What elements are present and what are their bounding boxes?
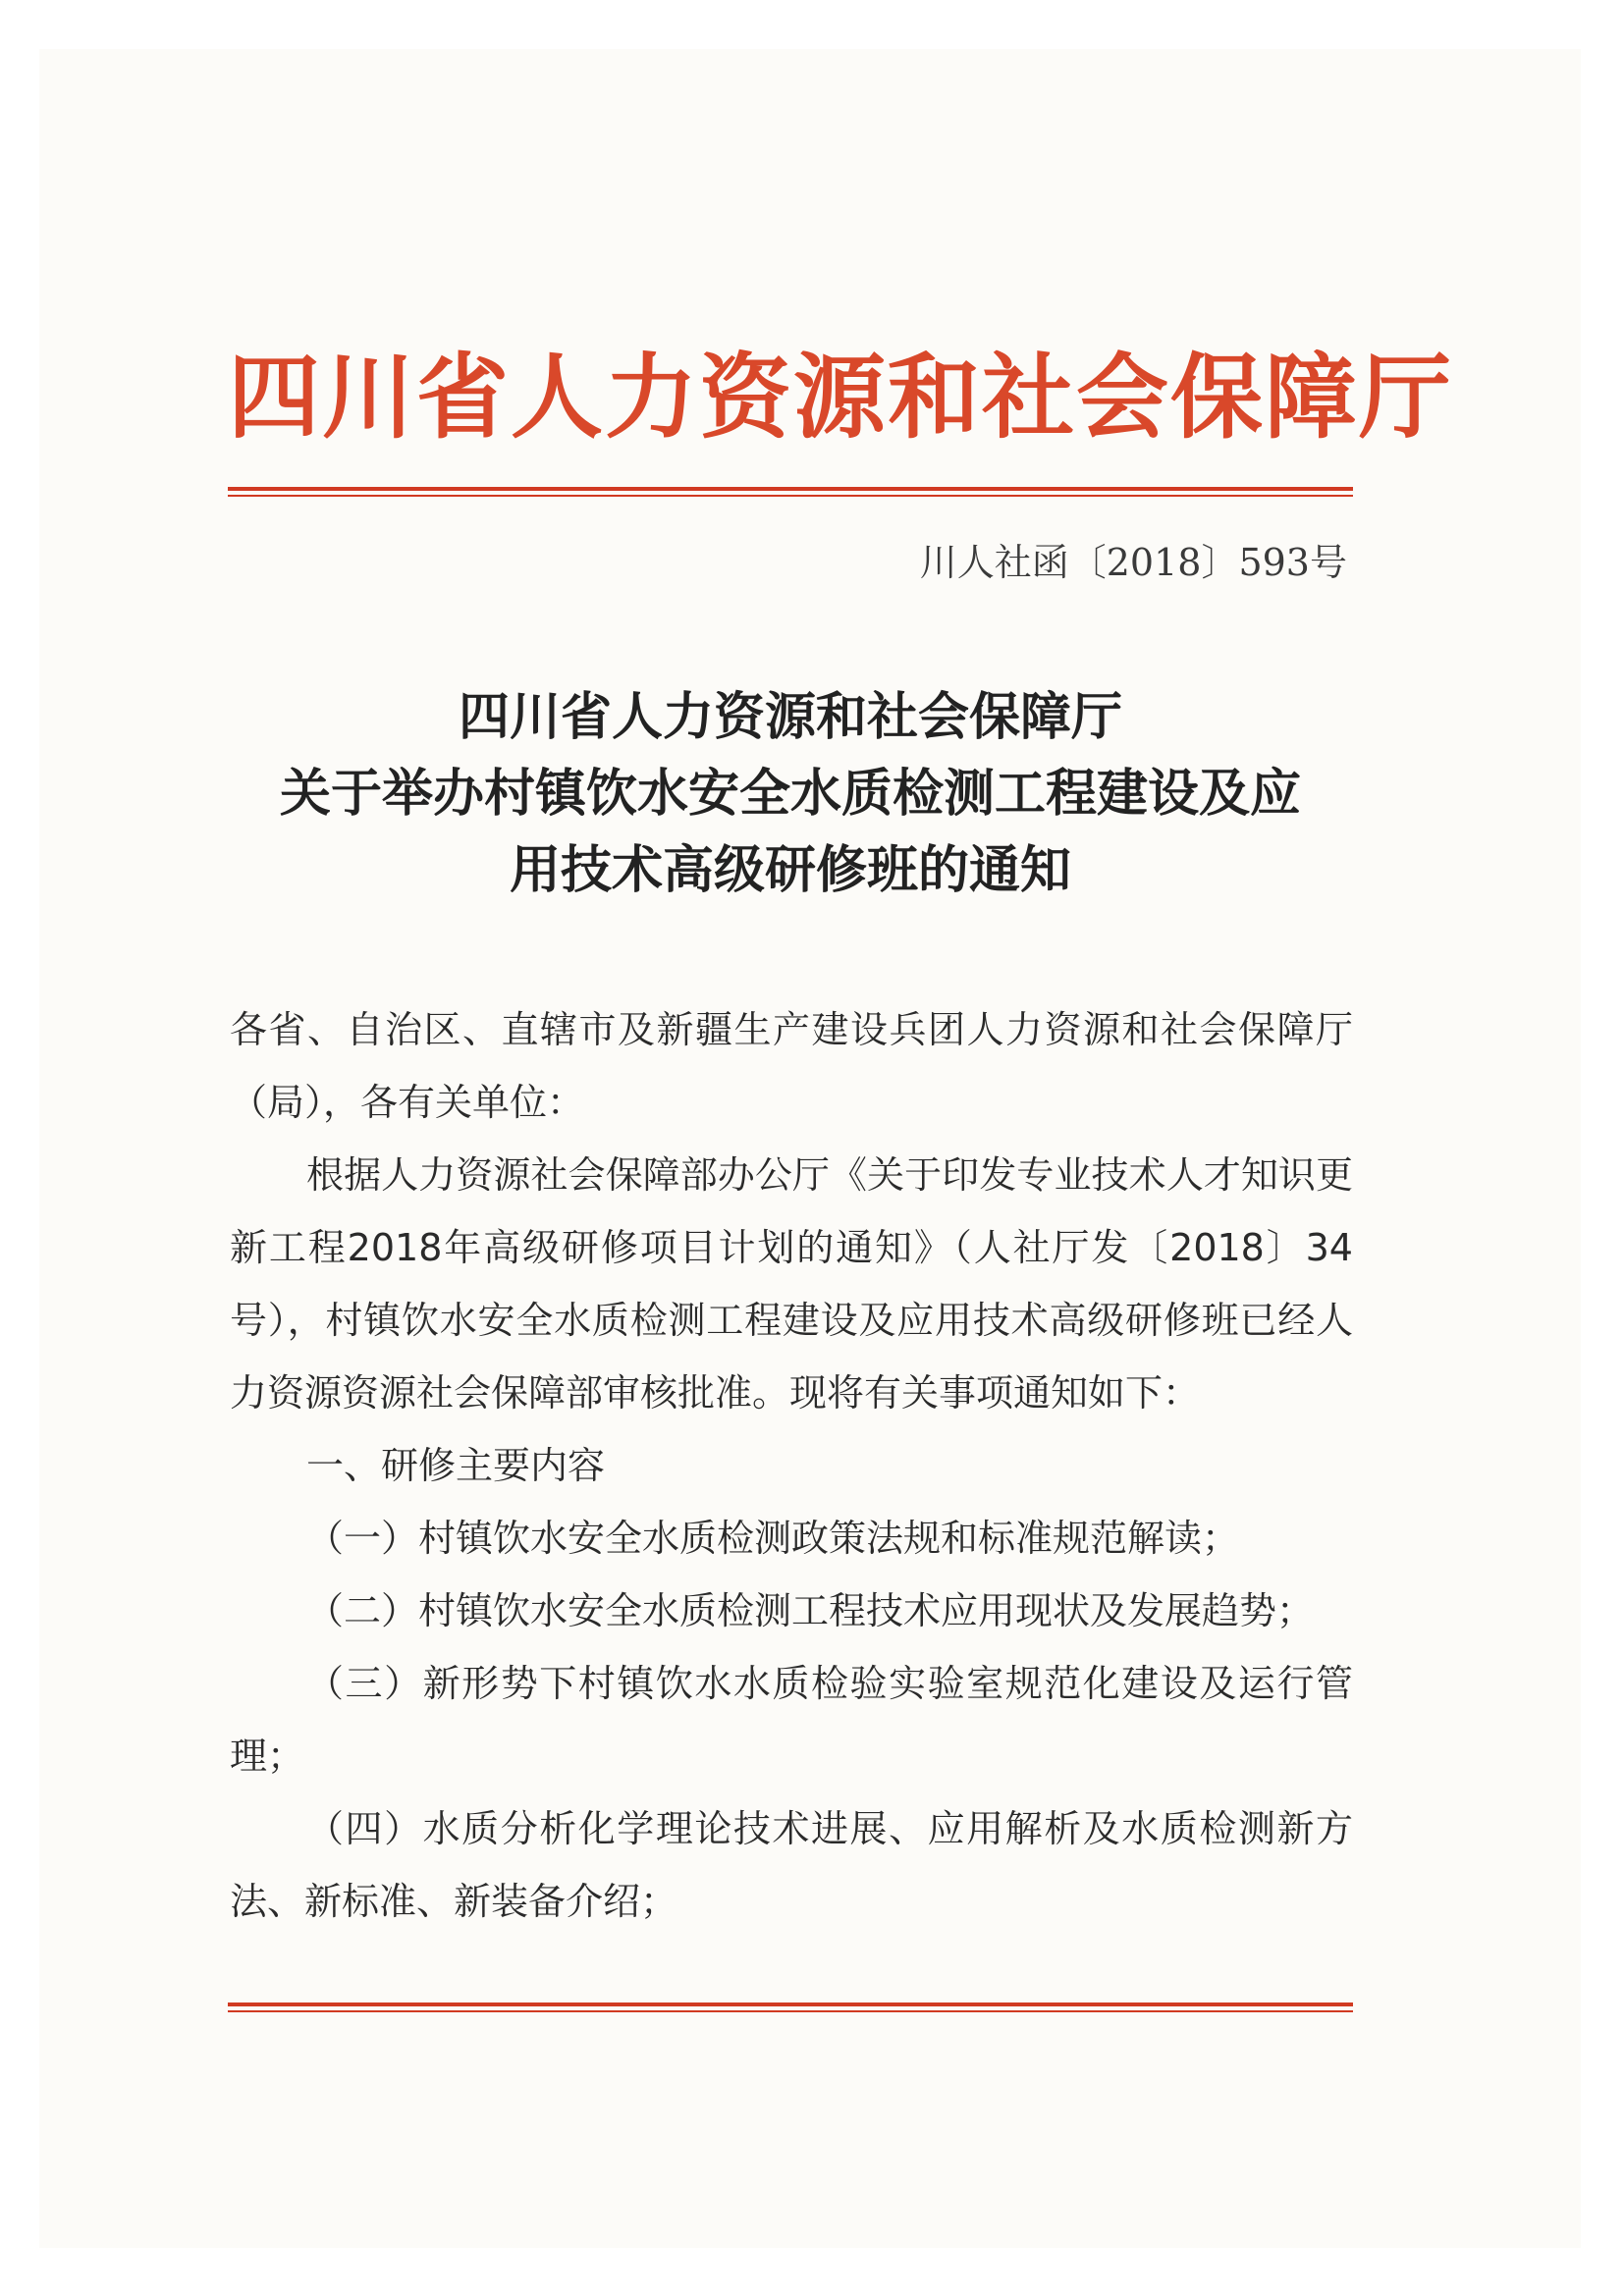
section-1-heading: 一、研修主要内容 (306, 1444, 606, 1487)
letterhead-red-rule-thin (228, 495, 1353, 497)
notice-title (228, 679, 1353, 909)
title-line-3: 用技术高级研修班的通知 (509, 840, 1071, 900)
salutation: 各省、自治区、直辖市及新疆生产建设兵团人力资源和社会保障厅（局），各有关单位： (230, 1008, 1353, 1124)
footer-red-rule-thin (228, 2010, 1353, 2012)
list-item: （四）水质分析化学理论技术进展、应用解析及水质检测新方法、新标准、新装备介绍； (230, 1807, 1353, 1923)
notice-body (230, 993, 1353, 1938)
title-line-2: 关于举办村镇饮水安全水质检测工程建设及应 (279, 764, 1301, 824)
letterhead-red-rule (228, 487, 1353, 491)
letterhead-org-name: 四川省人力资源和社会保障厅 (228, 344, 1454, 452)
footer-red-rule (228, 2002, 1353, 2006)
document-number: 川人社函〔2018〕593号 (919, 541, 1347, 584)
intro-paragraph: 根据人力资源社会保障部办公厅《关于印发专业技术人才知识更新工程2018年高级研修项目计划的通知》（人社厅发〔2018〕34号），村镇饮水安全水质检测工程建设及应用技术高级研修班已经人力资源资源社会保障部审核批准。现将有关事项通知如下： (230, 1153, 1353, 1415)
list-item: （一）村镇饮水安全水质检测政策法规和标准规范解读； (306, 1517, 1240, 1560)
list-item: （二）村镇饮水安全水质检测工程技术应用现状及发展趋势； (306, 1589, 1315, 1632)
title-line-1: 四川省人力资源和社会保障厅 (458, 687, 1122, 747)
list-item: （三）新形势下村镇饮水水质检验实验室规范化建设及运行管理； (230, 1662, 1353, 1778)
